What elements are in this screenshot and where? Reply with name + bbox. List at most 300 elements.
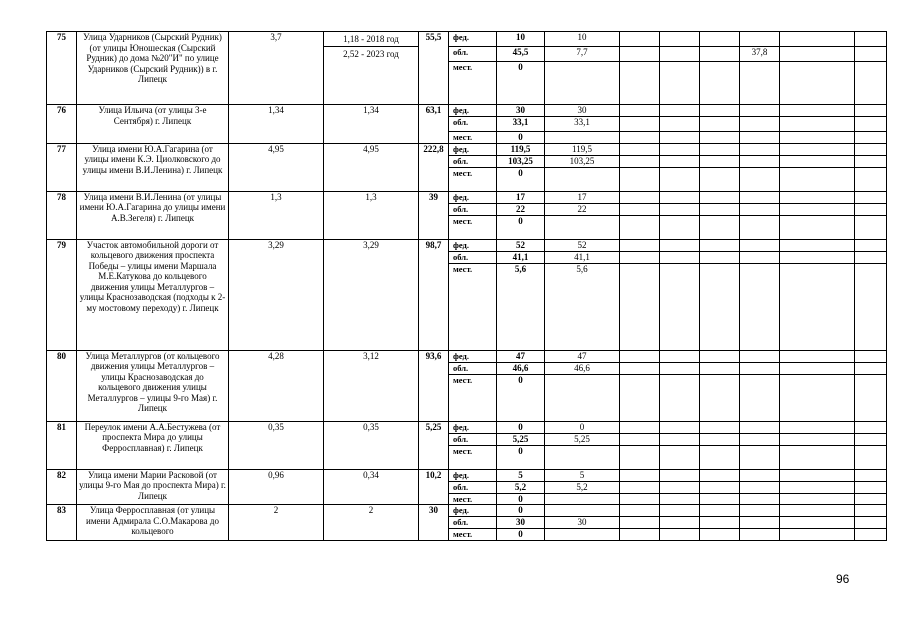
year-cell-4 [700,191,740,203]
year-cell-3 [660,362,700,374]
year-cell-5 [740,362,780,374]
year-cell-3 [660,469,700,481]
budget-level-value: 0 [497,421,545,433]
budget-level-value: 33,1 [497,117,545,132]
budget-level-label: мест. [449,62,497,105]
budget-level-value: 5 [497,469,545,481]
budget-level-label: фед. [449,32,497,47]
total-amount: 55,5 [419,32,449,105]
year-cell-5 [740,155,780,167]
year-cell-6 [780,445,855,469]
year-cell-2 [620,62,660,105]
year-cell-1: 7,7 [545,47,620,62]
year-cell-6 [780,433,855,445]
year-cell-4 [700,350,740,362]
total-amount: 222,8 [419,143,449,191]
year-cell-5 [740,105,780,117]
budget-level-value: 0 [497,167,545,191]
year-cell-4 [700,263,740,350]
budget-level-label: мест. [449,374,497,421]
year-cell-3 [660,239,700,251]
year-cell-4 [700,493,740,505]
year-cell-1: 52 [545,239,620,251]
year-cell-6 [780,32,855,47]
period-entry: 4,95 [363,143,379,154]
year-cell-5 [740,239,780,251]
table-body [47,32,905,541]
year-cell-5 [740,505,780,517]
year-cell-1: 47 [545,350,620,362]
year-cell-2 [620,469,660,481]
year-cell-5 [740,374,780,421]
year-cell-7 [855,143,887,155]
total-amount: 39 [419,191,449,239]
year-cell-5 [740,143,780,155]
year-cell-3 [660,117,700,132]
year-cell-5: 37,8 [740,47,780,62]
road-length: 3,29 [229,239,324,350]
budget-level-label: фед. [449,105,497,117]
year-cell-6 [780,469,855,481]
year-cell-2 [620,517,660,529]
year-cell-2 [620,117,660,132]
repair-periods [324,505,419,541]
year-cell-2 [620,191,660,203]
total-amount: 93,6 [419,350,449,421]
total-amount: 5,25 [419,421,449,469]
year-cell-6 [780,167,855,191]
page-number: 96 [836,572,850,586]
repair-periods [324,191,419,239]
year-cell-3 [660,32,700,47]
budget-level-value: 119,5 [497,143,545,155]
year-cell-3 [660,132,700,144]
budget-level-label: мест. [449,493,497,505]
year-cell-3 [660,155,700,167]
row-number: 82 [47,469,77,505]
road-length: 3,7 [229,32,324,105]
year-cell-5 [740,350,780,362]
table-row [47,505,905,517]
year-cell-7 [855,155,887,167]
year-cell-4 [700,481,740,493]
year-cell-3 [660,215,700,239]
year-cell-3 [660,481,700,493]
year-cell-5 [740,203,780,215]
repair-periods [324,421,419,469]
road-name: Улица Ударников (Сырский Рудник) (от улицы Юношеская (Сырский Рудник) до дома №20"И" по улице Ударников (Сырский Рудник)) в г. Липецк [77,32,229,105]
road-length: 0,35 [229,421,324,469]
year-cell-2 [620,421,660,433]
year-cell-3 [660,143,700,155]
year-cell-1: 30 [545,105,620,117]
year-cell-1: 30 [545,517,620,529]
year-cell-3 [660,517,700,529]
year-cell-7 [855,62,887,105]
year-cell-4 [700,132,740,144]
period-entry: 0,35 [363,421,379,432]
period-entry: 1,3 [365,191,377,202]
road-length: 0,96 [229,469,324,505]
year-cell-3 [660,203,700,215]
year-cell-1 [545,529,620,541]
year-cell-6 [780,191,855,203]
year-cell-3 [660,350,700,362]
year-cell-2 [620,481,660,493]
year-cell-5 [740,469,780,481]
period-entry: 1,34 [363,105,379,115]
year-cell-4 [700,203,740,215]
year-cell-2 [620,105,660,117]
year-cell-5 [740,32,780,47]
year-cell-1: 103,25 [545,155,620,167]
budget-level-label: мест. [449,167,497,191]
budget-level-value: 45,5 [497,47,545,62]
year-cell-7 [855,374,887,421]
budget-level-value: 17 [497,191,545,203]
year-cell-4 [700,374,740,421]
year-cell-2 [620,362,660,374]
budget-level-label: фед. [449,350,497,362]
year-cell-6 [780,105,855,117]
total-amount: 30 [419,505,449,541]
repair-periods [324,350,419,421]
year-cell-7 [855,493,887,505]
year-cell-4 [700,251,740,263]
year-cell-6 [780,62,855,105]
year-cell-2 [620,529,660,541]
year-cell-3 [660,529,700,541]
year-cell-1 [545,445,620,469]
year-cell-3 [660,62,700,105]
budget-level-value: 22 [497,203,545,215]
year-cell-7 [855,117,887,132]
road-length: 1,3 [229,191,324,239]
year-cell-3 [660,47,700,62]
year-cell-2 [620,445,660,469]
year-cell-2 [620,505,660,517]
year-cell-3 [660,263,700,350]
year-cell-7 [855,529,887,541]
table-row [47,239,905,251]
period-entry: 1,18 - 2018 год [324,32,418,47]
year-cell-7 [855,239,887,251]
budget-level-label: обл. [449,155,497,167]
year-cell-6 [780,421,855,433]
road-name: Участок автомобильной дороги от кольцевого движения проспекта Победы – улицы имени Маршала М.Е.Катукова до кольцевого движения улицы Металлургов – улицы Краснозаводская (подходы к 2-му мостовому переходу) г. Липецк [77,239,229,350]
year-cell-6 [780,239,855,251]
year-cell-1 [545,374,620,421]
row-number: 78 [47,191,77,239]
table-row [47,143,905,155]
year-cell-7 [855,132,887,144]
year-cell-1: 10 [545,32,620,47]
year-cell-1: 5,6 [545,263,620,350]
year-cell-2 [620,32,660,47]
roads-funding-table [46,31,905,541]
budget-level-label: фед. [449,191,497,203]
row-number: 77 [47,143,77,191]
repair-periods [324,105,419,144]
year-cell-1 [545,62,620,105]
year-cell-6 [780,155,855,167]
budget-level-value: 0 [497,132,545,144]
year-cell-2 [620,350,660,362]
year-cell-7 [855,362,887,374]
year-cell-5 [740,191,780,203]
year-cell-4 [700,155,740,167]
table-row [47,32,905,47]
budget-level-value: 52 [497,239,545,251]
budget-level-label: обл. [449,362,497,374]
budget-level-label: обл. [449,47,497,62]
budget-level-value: 0 [497,493,545,505]
year-cell-6 [780,493,855,505]
table-row [47,421,905,433]
year-cell-6 [780,203,855,215]
year-cell-7 [855,350,887,362]
road-name: Улица имени Ю.А.Гагарина (от улицы имени К.Э. Циолковского до улицы имени В.И.Ленина) г. Липецк [77,143,229,191]
year-cell-7 [855,421,887,433]
year-cell-4 [700,62,740,105]
year-cell-5 [740,421,780,433]
budget-level-value: 103,25 [497,155,545,167]
year-cell-1: 5,2 [545,481,620,493]
year-cell-5 [740,132,780,144]
year-cell-2 [620,155,660,167]
budget-level-value: 0 [497,374,545,421]
budget-level-value: 5,2 [497,481,545,493]
year-cell-4 [700,505,740,517]
budget-level-label: обл. [449,517,497,529]
year-cell-3 [660,445,700,469]
road-name: Улица Ильича (от улицы 3-е Сентября) г. Липецк [77,105,229,144]
road-length: 1,34 [229,105,324,144]
period-entry: 3,29 [363,239,379,250]
year-cell-5 [740,117,780,132]
year-cell-6 [780,362,855,374]
year-cell-3 [660,251,700,263]
repair-periods [324,143,419,191]
year-cell-1 [545,505,620,517]
budget-level-label: фед. [449,143,497,155]
year-cell-5 [740,251,780,263]
row-number: 81 [47,421,77,469]
budget-level-value: 30 [497,517,545,529]
budget-level-value: 0 [497,529,545,541]
period-entry: 0,34 [363,469,379,480]
year-cell-4 [700,105,740,117]
budget-level-value: 0 [497,62,545,105]
year-cell-6 [780,143,855,155]
total-amount: 10,2 [419,469,449,505]
budget-level-label: фед. [449,239,497,251]
budget-level-label: обл. [449,433,497,445]
year-cell-2 [620,493,660,505]
year-cell-1: 41,1 [545,251,620,263]
year-cell-7 [855,433,887,445]
year-cell-7 [855,191,887,203]
table-row [47,469,905,481]
budget-level-label: мест. [449,263,497,350]
budget-level-label: мест. [449,529,497,541]
year-cell-6 [780,517,855,529]
year-cell-7 [855,251,887,263]
year-cell-4 [700,143,740,155]
year-cell-7 [855,167,887,191]
budget-level-label: фед. [449,505,497,517]
year-cell-4 [700,433,740,445]
year-cell-3 [660,493,700,505]
year-cell-1 [545,215,620,239]
year-cell-1: 33,1 [545,117,620,132]
road-name: Улица имени В.И.Ленина (от улицы имени Ю.А.Гагарина до улицы имени А.В.Зегеля) г. Липецк [77,191,229,239]
year-cell-4 [700,517,740,529]
year-cell-7 [855,481,887,493]
year-cell-6 [780,215,855,239]
repair-periods [324,32,419,105]
budget-level-value: 10 [497,32,545,47]
year-cell-6 [780,374,855,421]
year-cell-5 [740,517,780,529]
year-cell-7 [855,203,887,215]
year-cell-1: 17 [545,191,620,203]
budget-level-value: 47 [497,350,545,362]
row-number: 79 [47,239,77,350]
road-name: Улица имени Марии Расковой (от улицы 9-го Мая до проспекта Мира) г. Липецк [77,469,229,505]
year-cell-1: 0 [545,421,620,433]
budget-level-value: 0 [497,505,545,517]
period-entry: 2 [368,505,374,515]
year-cell-2 [620,47,660,62]
budget-level-label: мест. [449,215,497,239]
year-cell-4 [700,32,740,47]
year-cell-7 [855,469,887,481]
year-cell-3 [660,374,700,421]
budget-level-label: обл. [449,203,497,215]
year-cell-5 [740,167,780,191]
year-cell-6 [780,117,855,132]
year-cell-1: 5 [545,469,620,481]
year-cell-7 [855,505,887,517]
year-cell-4 [700,215,740,239]
budget-level-label: фед. [449,421,497,433]
budget-level-value: 30 [497,105,545,117]
budget-level-label: мест. [449,132,497,144]
year-cell-1: 22 [545,203,620,215]
year-cell-1 [545,167,620,191]
year-cell-1 [545,493,620,505]
year-cell-6 [780,350,855,362]
repair-periods [324,239,419,350]
table-row [47,191,905,203]
budget-level-value: 5,6 [497,263,545,350]
year-cell-6 [780,47,855,62]
year-cell-4 [700,239,740,251]
year-cell-1: 5,25 [545,433,620,445]
year-cell-6 [780,132,855,144]
year-cell-6 [780,481,855,493]
road-name: Улица Металлургов (от кольцевого движения улицы Металлургов – улицы Краснозаводская до кольцевого движения улицы Металлургов – улицы 9-го Мая) г. Липецк [77,350,229,421]
year-cell-5 [740,215,780,239]
budget-level-label: мест. [449,445,497,469]
year-cell-2 [620,215,660,239]
year-cell-2 [620,251,660,263]
total-amount: 98,7 [419,239,449,350]
table-row [47,105,905,117]
budget-level-value: 46,6 [497,362,545,374]
budget-level-label: обл. [449,251,497,263]
total-amount: 63,1 [419,105,449,144]
year-cell-4 [700,445,740,469]
year-cell-2 [620,239,660,251]
year-cell-6 [780,529,855,541]
road-length: 2 [229,505,324,541]
budget-level-label: обл. [449,117,497,132]
year-cell-1 [545,132,620,144]
year-cell-6 [780,505,855,517]
year-cell-1: 46,6 [545,362,620,374]
year-cell-4 [700,117,740,132]
year-cell-3 [660,191,700,203]
row-number: 80 [47,350,77,421]
year-cell-3 [660,433,700,445]
year-cell-7 [855,445,887,469]
budget-level-value: 5,25 [497,433,545,445]
year-cell-2 [620,263,660,350]
year-cell-2 [620,167,660,191]
budget-level-label: фед. [449,469,497,481]
budget-level-value: 0 [497,445,545,469]
row-number: 76 [47,105,77,144]
period-entry: 3,12 [363,350,379,361]
year-cell-5 [740,445,780,469]
table-row [47,350,905,362]
road-name: Переулок имени А.А.Бестужева (от проспекта Мира до улицы Ферросплавная) г. Липецк [77,421,229,469]
year-cell-4 [700,167,740,191]
year-cell-6 [780,263,855,350]
road-length: 4,95 [229,143,324,191]
year-cell-4 [700,47,740,62]
road-name: Улица Ферросплавная (от улицы имени Адмирала С.О.Макарова до кольцевого [77,505,229,541]
row-number: 83 [47,505,77,541]
year-cell-2 [620,143,660,155]
year-cell-2 [620,203,660,215]
year-cell-3 [660,421,700,433]
year-cell-5 [740,529,780,541]
year-cell-7 [855,47,887,62]
budget-level-value: 41,1 [497,251,545,263]
year-cell-5 [740,263,780,350]
year-cell-7 [855,517,887,529]
budget-level-value: 0 [497,215,545,239]
year-cell-3 [660,105,700,117]
year-cell-3 [660,505,700,517]
year-cell-5 [740,481,780,493]
year-cell-2 [620,433,660,445]
road-length: 4,28 [229,350,324,421]
year-cell-3 [660,167,700,191]
period-entry: 2,52 - 2023 год [343,48,399,59]
year-cell-4 [700,421,740,433]
year-cell-4 [700,469,740,481]
budget-level-label: обл. [449,481,497,493]
year-cell-6 [780,251,855,263]
repair-periods [324,469,419,505]
year-cell-2 [620,374,660,421]
year-cell-5 [740,493,780,505]
year-cell-7 [855,32,887,47]
